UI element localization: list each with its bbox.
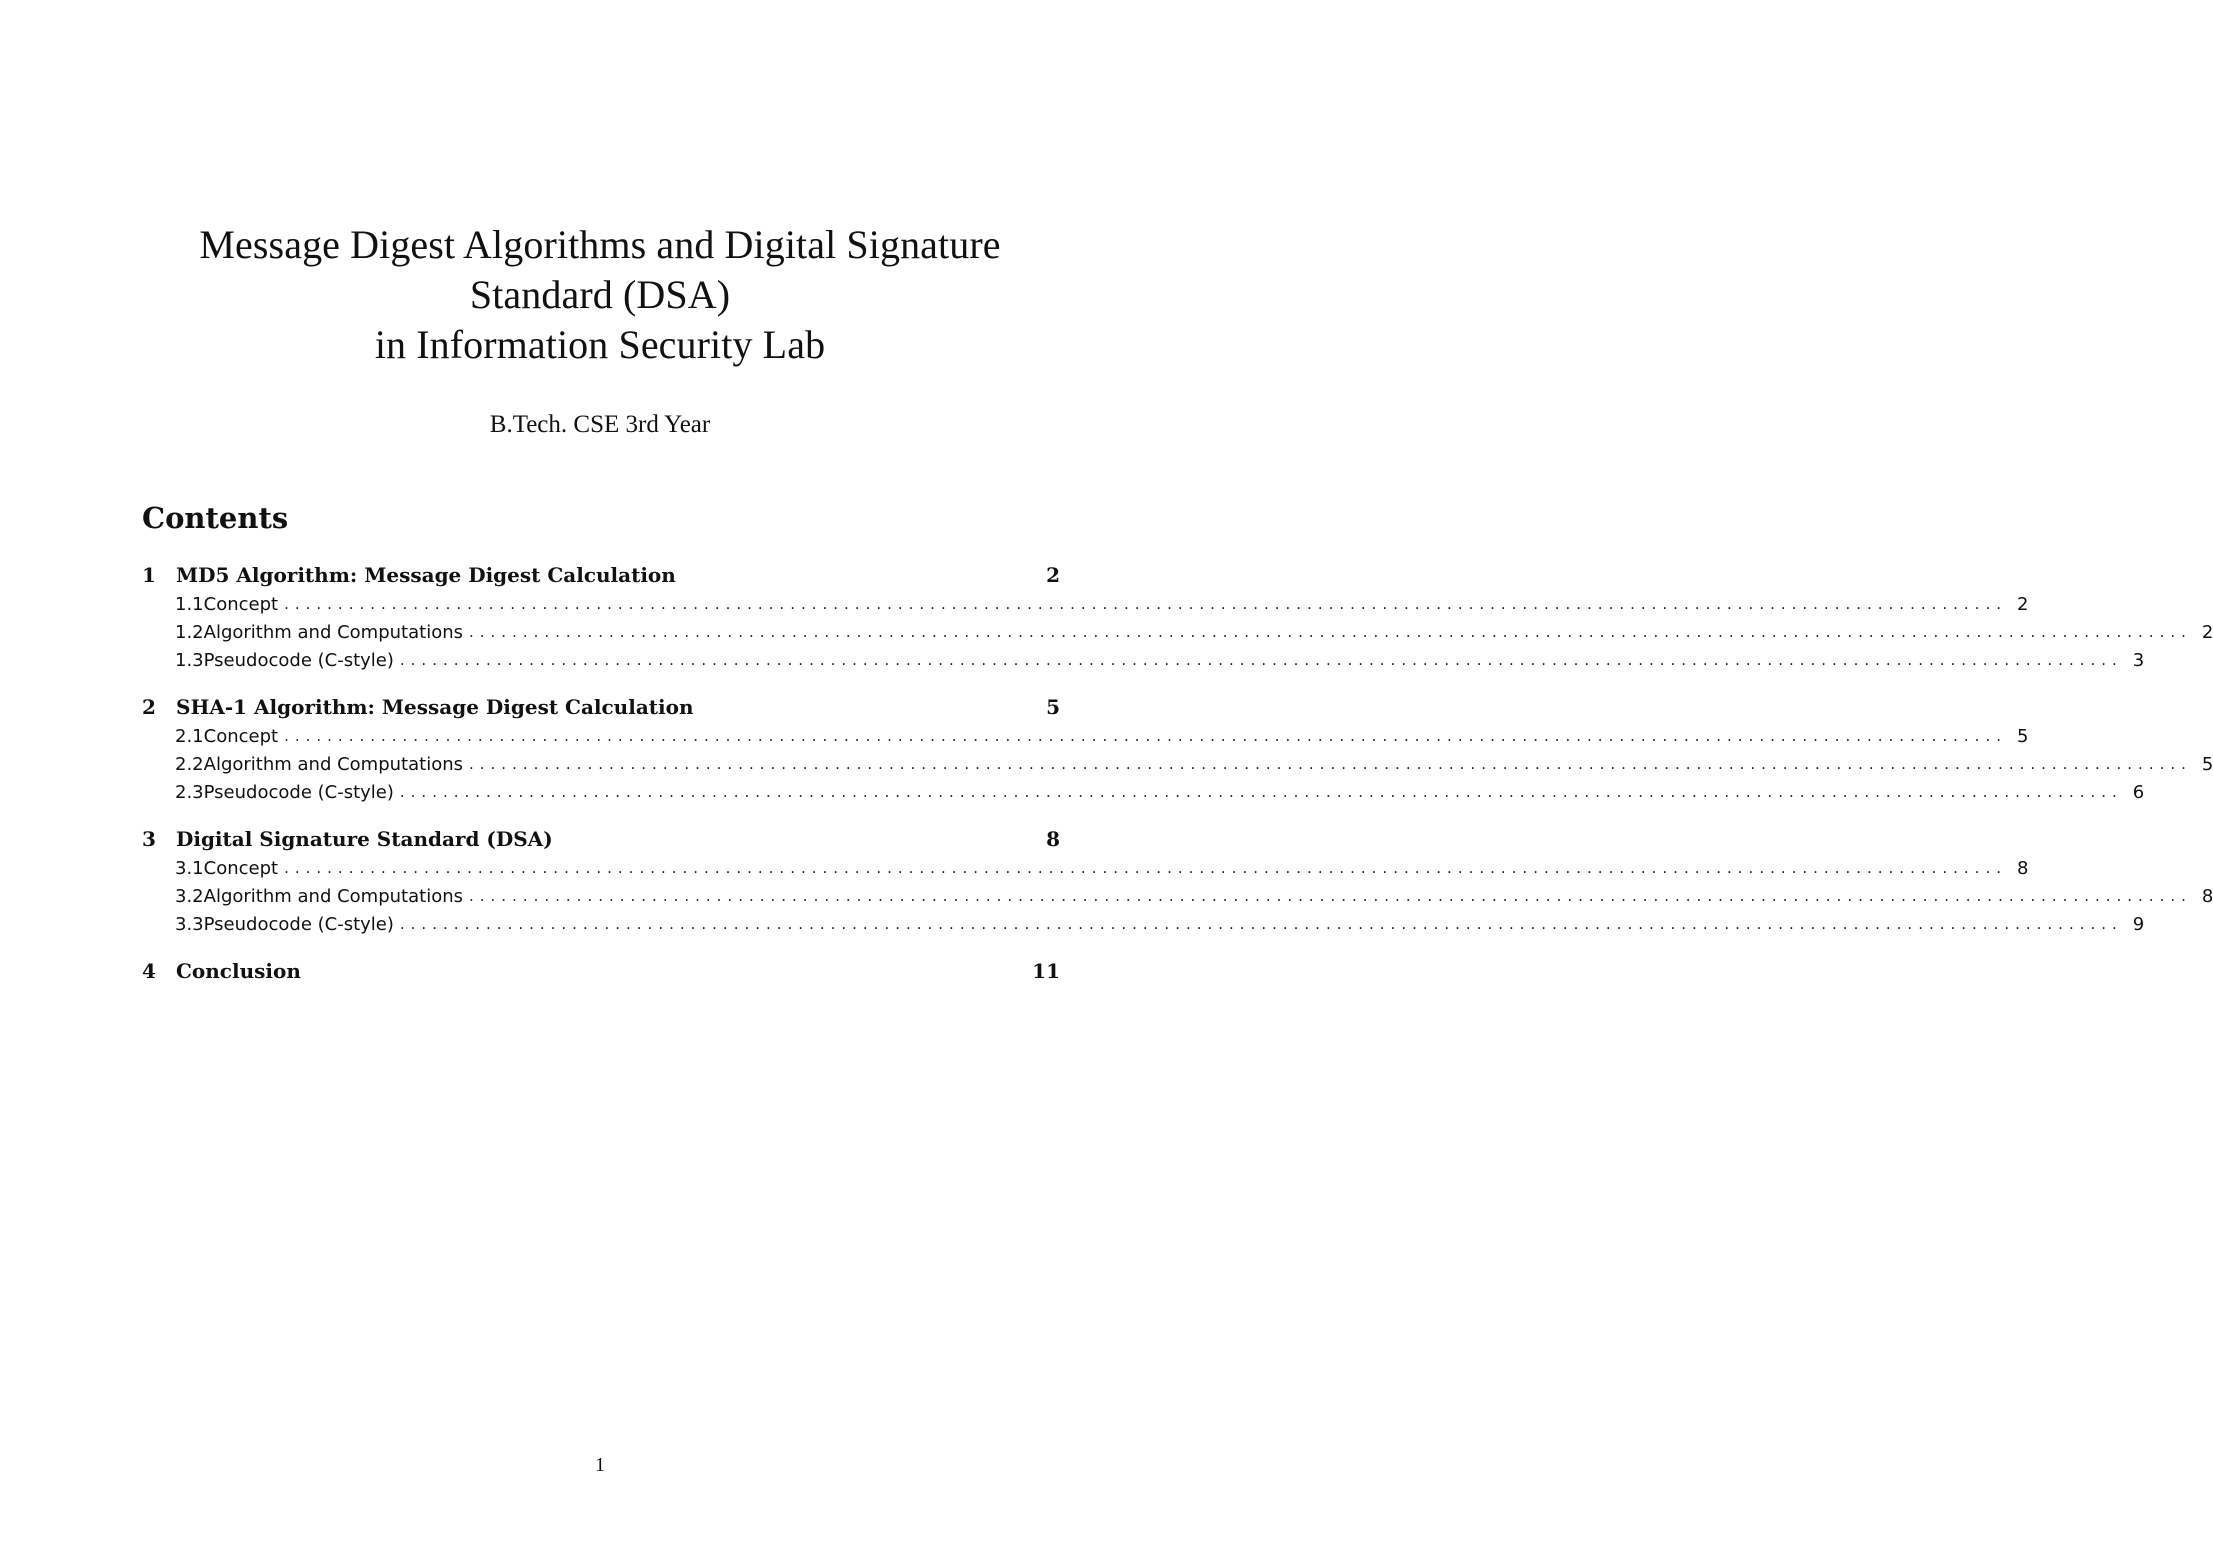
contents-heading: Contents xyxy=(142,501,289,535)
toc-section-entry[interactable] xyxy=(142,692,1060,722)
toc-subsection-page: 5 xyxy=(2201,753,2213,775)
toc-section-title: Conclusion xyxy=(176,959,301,983)
toc-section-number: 2 xyxy=(142,695,156,719)
toc-subsection-entry[interactable] xyxy=(142,882,2213,910)
toc-dot-leader: ................................................................................................................................................................ xyxy=(469,623,2192,641)
toc-section xyxy=(142,692,2213,806)
toc-dot-leader: ................................................................................................................................................................ xyxy=(399,651,2123,669)
toc-section xyxy=(142,560,2213,674)
toc-dot-leader: ................................................................................................................................................................ xyxy=(284,595,2007,613)
toc-subsection-entry[interactable] xyxy=(142,618,2213,646)
toc-subsection-number: 1.2 xyxy=(175,621,204,643)
toc-section-title: Digital Signature Standard (DSA) xyxy=(176,827,553,851)
toc-subsection-page: 2 xyxy=(2016,593,2029,615)
toc-subsection-page: 8 xyxy=(2016,857,2029,879)
toc-section-entry[interactable] xyxy=(142,956,1060,986)
table-of-contents xyxy=(142,560,2213,1004)
toc-subsection-page: 6 xyxy=(2132,781,2145,803)
document-author: B.Tech. CSE 3rd Year xyxy=(489,411,711,438)
title-block xyxy=(0,220,1200,440)
toc-section-page: 2 xyxy=(1046,563,1060,587)
toc-section-number: 4 xyxy=(142,959,156,983)
toc-dot-leader: ................................................................................................................................................................ xyxy=(284,859,2007,877)
toc-section xyxy=(142,956,1060,986)
toc-subsection-page: 3 xyxy=(2132,649,2145,671)
toc-dot-leader: ................................................................................................................................................................ xyxy=(399,783,2123,801)
toc-subsection-title: Algorithm and Computations xyxy=(203,621,463,643)
toc-section xyxy=(142,824,2213,938)
toc-subsection-number: 2.1 xyxy=(175,725,204,747)
toc-dot-leader: ................................................................................................................................................................ xyxy=(469,887,2192,905)
toc-section-number: 3 xyxy=(142,827,156,851)
toc-subsection-number: 3.1 xyxy=(175,857,204,879)
toc-section-entry[interactable] xyxy=(142,824,1060,854)
toc-subsection-entry[interactable] xyxy=(142,854,2029,882)
document-title-line-1: Message Digest Algorithms and Digital Signature xyxy=(199,222,1001,267)
toc-subsection-title: Algorithm and Computations xyxy=(203,885,463,907)
toc-subsection-number: 2.2 xyxy=(175,753,204,775)
toc-subsection-title: Concept xyxy=(203,857,279,879)
toc-subsection-title: Pseudocode (C-style) xyxy=(203,781,394,803)
toc-section-title: SHA-1 Algorithm: Message Digest Calculation xyxy=(176,695,694,719)
toc-subsection-number: 3.2 xyxy=(175,885,204,907)
toc-subsection-number: 1.1 xyxy=(175,593,204,615)
page-number: 1 xyxy=(595,1454,605,1476)
toc-section-title: MD5 Algorithm: Message Digest Calculation xyxy=(176,563,676,587)
toc-subsection-entry[interactable] xyxy=(142,910,2145,938)
document-title-line-3: in Information Security Lab xyxy=(374,322,826,367)
toc-section-entry[interactable] xyxy=(142,560,1060,590)
document-title-line-2: Standard (DSA) xyxy=(469,272,731,317)
toc-subsection-title: Concept xyxy=(203,593,279,615)
toc-subsection-title: Algorithm and Computations xyxy=(203,753,463,775)
toc-subsection-entry[interactable] xyxy=(142,722,2029,750)
toc-section-page: 11 xyxy=(1032,959,1060,983)
toc-subsection-number: 3.3 xyxy=(175,913,204,935)
toc-subsection-entry[interactable] xyxy=(142,646,2145,674)
toc-subsection-title: Pseudocode (C-style) xyxy=(203,649,394,671)
toc-subsection-title: Pseudocode (C-style) xyxy=(203,913,394,935)
toc-subsection-entry[interactable] xyxy=(142,750,2213,778)
toc-subsection-page: 8 xyxy=(2201,885,2213,907)
toc-subsection-number: 2.3 xyxy=(175,781,204,803)
toc-dot-leader: ................................................................................................................................................................ xyxy=(284,727,2007,745)
toc-dot-leader: ................................................................................................................................................................ xyxy=(399,915,2123,933)
toc-subsection-page: 5 xyxy=(2016,725,2029,747)
toc-subsection-entry[interactable] xyxy=(142,590,2029,618)
toc-section-page: 5 xyxy=(1046,695,1060,719)
toc-section-number: 1 xyxy=(142,563,156,587)
toc-subsection-page: 9 xyxy=(2132,913,2145,935)
toc-subsection-title: Concept xyxy=(203,725,279,747)
toc-subsection-entry[interactable] xyxy=(142,778,2145,806)
toc-dot-leader: ................................................................................................................................................................ xyxy=(469,755,2192,773)
toc-subsection-page: 2 xyxy=(2201,621,2213,643)
toc-section-page: 8 xyxy=(1046,827,1060,851)
toc-subsection-number: 1.3 xyxy=(175,649,204,671)
